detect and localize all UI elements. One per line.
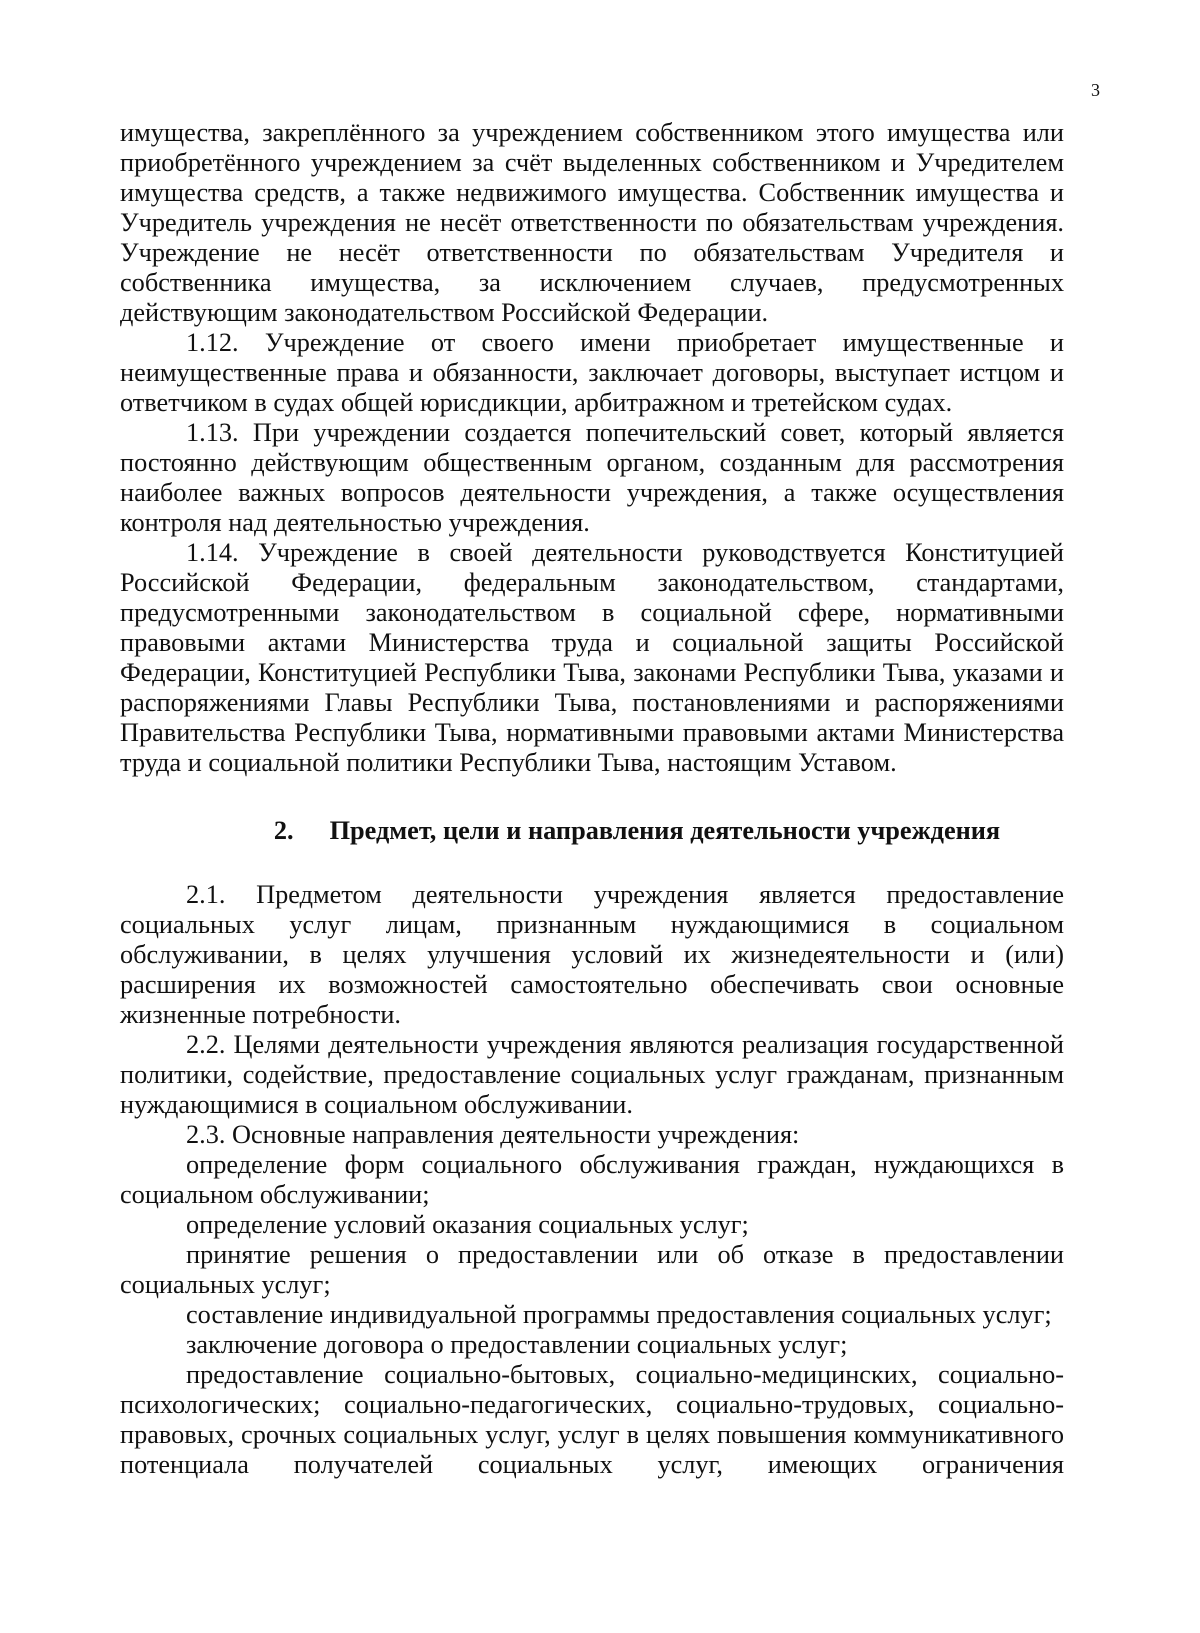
page-number: 3 — [1091, 80, 1100, 100]
direction-item: заключение договора о предоставлении социальных услуг; — [186, 1330, 848, 1359]
section-title: Предмет, цели и направления деятельности учреждения — [329, 816, 1001, 845]
clause-1-14: 1.14. Учреждение в своей деятельности руководствуется Конституцией Российской Федерации, федеральным законодательством, стандартами, предусмотренными законодательством в социальной сфере, нормативными правовыми актами Министерства труда и социальной защиты Российской Федерации, Конституцией Республики Тыва, законами Республики Тыва, указами и распоряжениями Главы Республики Тыва, постановлениями и распоряжениями Правительства Республики Тыва, нормативными правовыми актами Министерства труда и социальной политики Республики Тыва, настоящим Уставом. — [120, 538, 1064, 777]
clause-1-13: 1.13. При учреждении создается попечительский совет, который является постоянно действующим общественным органом, созданным для рассмотрения наиболее важных вопросов деятельности учреждения, а также осуществления контроля над деятельностью учреждения. — [120, 418, 1064, 537]
direction-item: составление индивидуальной программы предоставления социальных услуг; — [186, 1300, 1052, 1329]
clause-2-2: 2.2. Целями деятельности учреждения являются реализация государственной политики, содействие, предоставление социальных услуг гражданам, признанным нуждающимися в социальном обслуживании. — [120, 1030, 1064, 1119]
document-body — [120, 118, 1064, 1480]
direction-item: определение условий оказания социальных услуг; — [186, 1210, 749, 1239]
clause-2-1: 2.1. Предметом деятельности учреждения является предоставление социальных услуг лицам, признанным нуждающимися в социальном обслуживании, в целях улучшения условий их жизнедеятельности и (или) расширения их возможностей самостоятельно обеспечивать свои основные жизненные потребности. — [120, 880, 1064, 1029]
intro-paragraph: имущества, закреплённого за учреждением собственником этого имущества или приобретённого учреждением за счёт выделенных собственником и Учредителем имущества средств, а также недвижимого имущества. Собственник имущества и Учредитель учреждения не несёт ответственности по обязательствам учреждения. Учреждение не несёт ответственности по обязательствам Учредителя и собственника имущества, за исключением случаев, предусмотренных действующим законодательством Российской Федерации. — [120, 118, 1064, 327]
clause-1-12: 1.12. Учреждение от своего имени приобретает имущественные и неимущественные права и обязанности, заключает договоры, выступает истцом и ответчиком в судах общей юрисдикции, арбитражном и третейском судах. — [120, 328, 1064, 417]
direction-item: определение форм социального обслуживания граждан, нуждающихся в социальном обслуживании; — [120, 1150, 1064, 1209]
direction-item: принятие решения о предоставлении или об отказе в предоставлении социальных услуг; — [120, 1240, 1064, 1299]
section-heading — [120, 816, 1064, 846]
direction-item: предоставление социально-бытовых, социально-медицинских, социально-психологических; социально-педагогических, социально-трудовых, социально-правовых, срочных социальных услуг, услуг в целях повышения коммуникативного потенциала получателей социальных услуг, имеющих ограничения — [120, 1360, 1064, 1479]
clause-2-3: 2.3. Основные направления деятельности учреждения: — [186, 1120, 800, 1149]
section-number: 2. — [273, 816, 294, 845]
